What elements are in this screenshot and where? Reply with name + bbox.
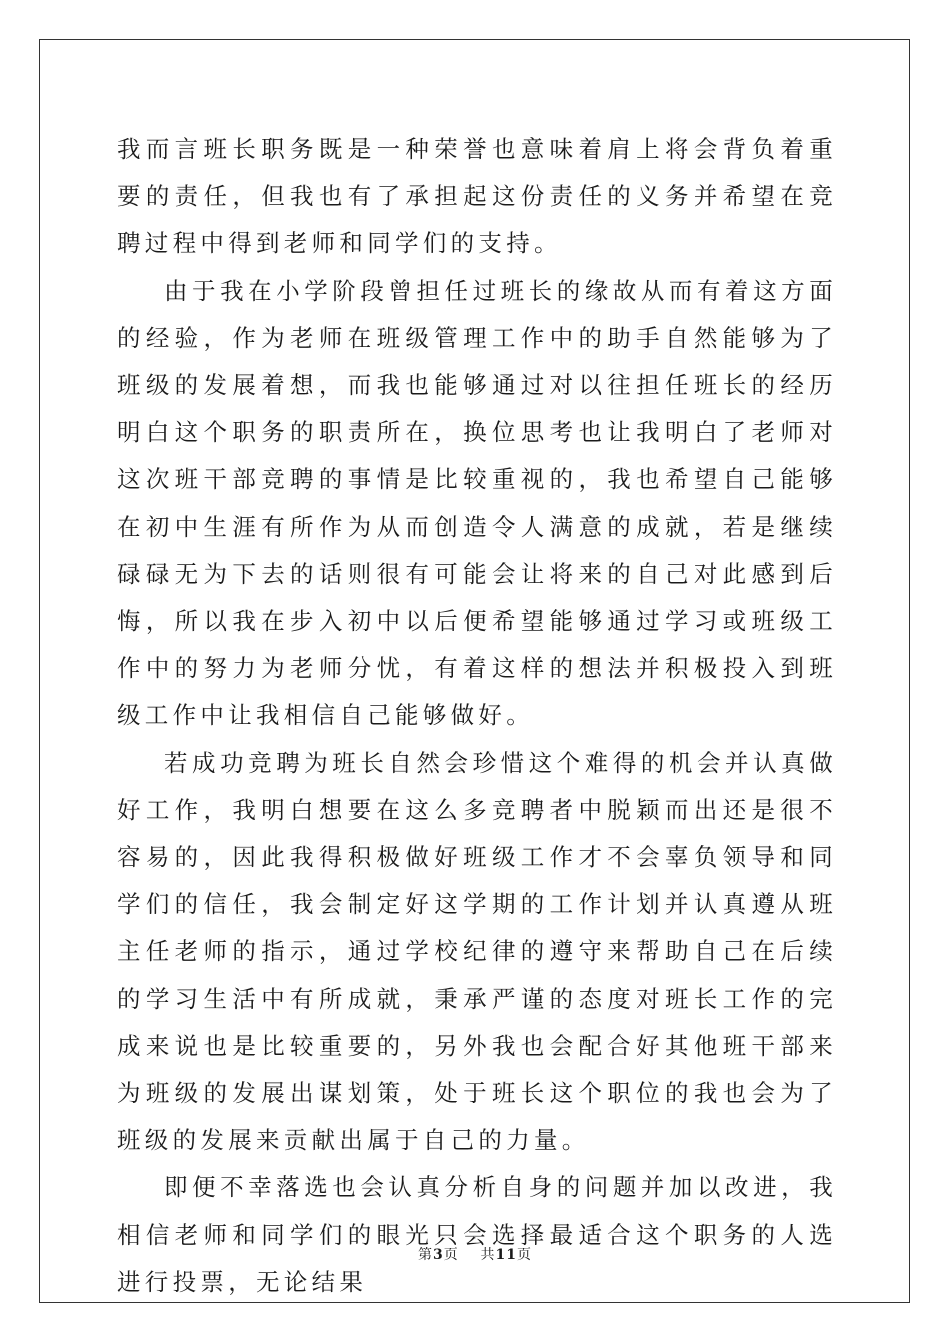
total-number: 11	[495, 1247, 518, 1263]
page-number: 3	[432, 1247, 444, 1263]
total-pages-indicator	[481, 1247, 532, 1263]
paragraph-2: 由于我在小学阶段曾担任过班长的缘故从而有着这方面的经验，作为老师在班级管理工作中的助手自然能够为了班级的发展着想，而我也能够通过对以往担任班长的经历明白这个职务的职责所在，换位思考也让我明白了老师对这次班干部竞聘的事情是比较重视的，我也希望自己能够在初中生涯有所作为从而创造令人满意的成就，若是继续碌碌无为下去的话则很有可能会让将来的自己对此感到后悔，所以我在步入初中以后便希望能够通过学习或班级工作中的努力为老师分忧，有着这样的想法并积极投入到班级工作中让我相信自己能够做好。	[117, 276, 837, 730]
page-footer	[0, 1244, 950, 1264]
total-prefix: 共	[480, 1247, 496, 1263]
paragraph-1: 我而言班长职务既是一种荣誉也意味着肩上将会背负着重要的责任，但我也有了承担起这份责任的义务并希望在竞聘过程中得到老师和同学们的支持。	[117, 135, 837, 258]
paragraph-4: 即便不幸落选也会认真分析自身的问题并加以改进，我相信老师和同学们的眼光只会选择最适合这个职务的人选进行投票，无论结果	[117, 1173, 837, 1296]
page-indicator	[418, 1247, 459, 1263]
page-prefix: 第	[417, 1247, 433, 1263]
page-suffix: 页	[443, 1247, 459, 1263]
paragraph-3: 若成功竞聘为班长自然会珍惜这个难得的机会并认真做好工作，我明白想要在这么多竞聘者中脱颖而出还是很不容易的，因此我得积极做好班级工作才不会辜负领导和同学们的信任，我会制定好这学期的工作计划并认真遵从班主任老师的指示，通过学校纪律的遵守来帮助自己在后续的学习生活中有所成就，秉承严谨的态度对班长工作的完成来说也是比较重要的，另外我也会配合好其他班干部来为班级的发展出谋划策，处于班长这个职位的我也会为了班级的发展来贡献出属于自己的力量。	[117, 748, 837, 1155]
total-suffix: 页	[517, 1247, 533, 1263]
document-body	[117, 126, 837, 1306]
